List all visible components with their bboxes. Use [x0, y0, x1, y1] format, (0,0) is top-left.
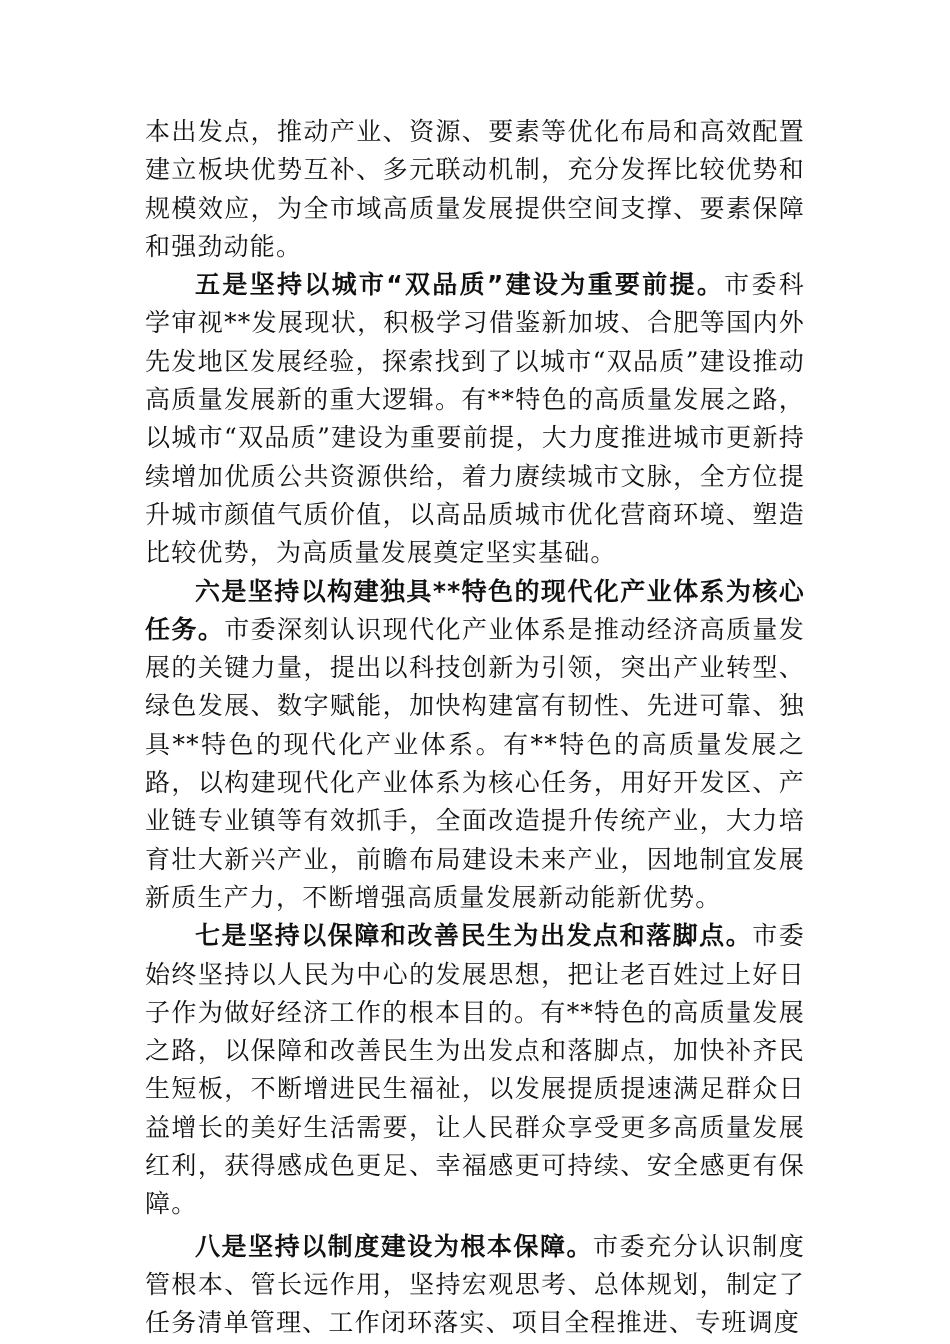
- paragraph-point-eight: [145, 1228, 805, 1343]
- paragraph-text: 市委科学审视**发展现状，积极学习借鉴新加坡、合肥等国内外先发地区发展经验，探索找到了以城市“双品质”建设推动高质量发展新的重大逻辑。有**特色的高质量发展之路，以城市“双品质”建设为重要前提，大力度推进城市更新持续增加优质公共资源供给，着力赓续城市文脉，全方位提升城市颜值气质价值，以高品质城市优化营商环境、塑造比较优势，为高质量发展奠定坚实基础。: [145, 270, 805, 568]
- paragraph-text: 市委充分认识制度管根本、管长远作用，坚持宏观思考、总体规划，制定了任务清单管理、工作闭环落实、项目全程推进、专班调度: [145, 1231, 805, 1338]
- paragraph-text: 市委始终坚持以人民为中心的发展思想，把让老百姓过上好日子作为做好经济工作的根本目的。有**特色的高质量发展之路，以保障和改善民生为出发点和落脚点，加快补齐民生短板，不断增进民生福祉，以发展提质提速满足群众日益增长的美好生活需要，让人民群众享受更多高质量发展红利，获得感成色更足、幸福感更可持续、安全感更有保障。: [145, 921, 806, 1219]
- paragraph-point-five: [145, 266, 805, 572]
- paragraph-text: 本出发点，推动产业、资源、要素等优化布局和高效配置建立板块优势互补、多元联动机制，充分发挥比较优势和规模效应，为全市域高质量发展提供空间支撑、要素保障和强劲动能。: [145, 117, 805, 261]
- paragraph-point-six: [145, 573, 805, 918]
- paragraph-heading: 八是坚持以制度建设为根本保障。: [195, 1231, 594, 1261]
- paragraph-continuation: [145, 113, 805, 266]
- paragraph-heading: 七是坚持以保障和改善民生为出发点和落脚点。: [195, 921, 753, 951]
- paragraph-text: 市委深刻认识现代化产业体系是推动经济高质量发展的关键力量，提出以科技创新为引领，突出产业转型、绿色发展、数字赋能，加快构建富有韧性、先进可靠、独具**特色的现代化产业体系。有**特色的高质量发展之路，以构建现代化产业体系为核心任务，用好开发区、产业链专业镇等有效抓手，全面改造提升传统产业，大力培育壮大新兴产业，前瞻布局建设未来产业，因地制宜发展新质生产力，不断增强高质量发展新动能新优势。: [145, 614, 805, 912]
- document-body: [145, 113, 805, 1343]
- paragraph-heading: 六是坚持以构建独具**特色的现代化产业体系为核心任务。: [145, 576, 805, 644]
- paragraph-heading: 五是坚持以城市“双品质”建设为重要前提。: [195, 270, 725, 300]
- paragraph-point-seven: [145, 917, 805, 1223]
